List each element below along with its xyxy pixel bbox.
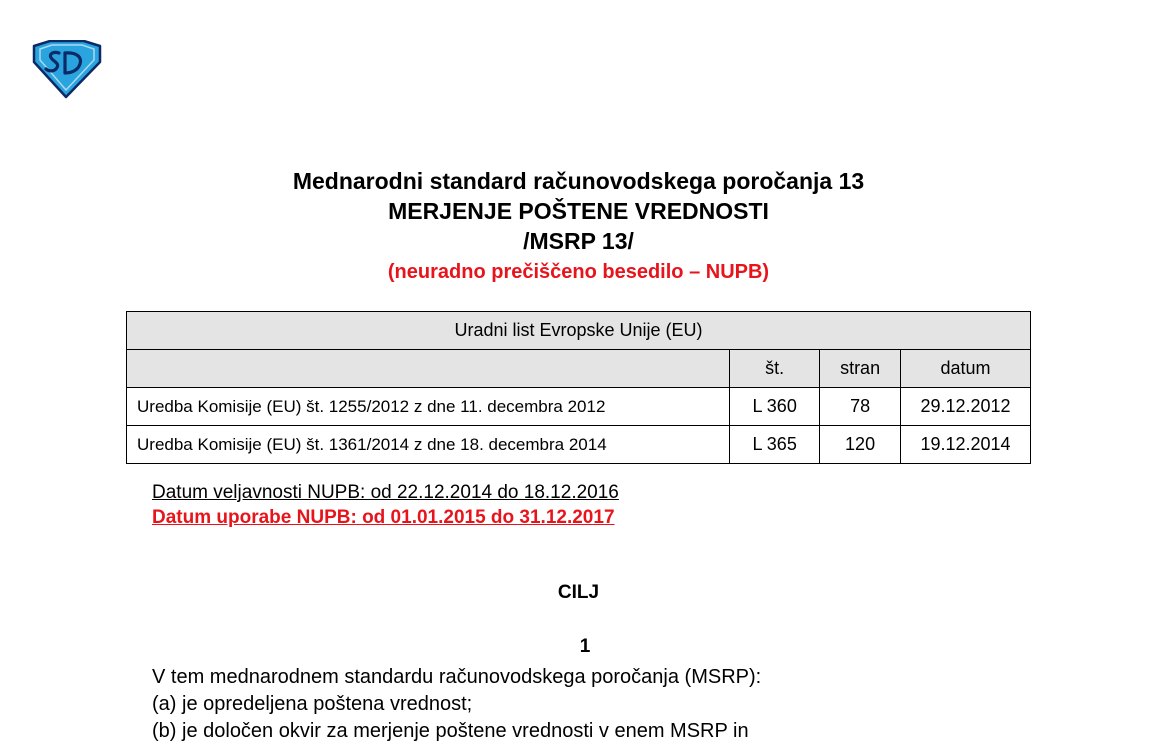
body-line: V tem mednarodnem standardu računovodskega poročanja (MSRP): bbox=[152, 666, 762, 688]
table-caption-row bbox=[127, 312, 1031, 350]
table-cell-datum: 19.12.2014 bbox=[901, 426, 1031, 464]
paragraph-number: 1 bbox=[579, 636, 591, 657]
table-cell-datum: 29.12.2012 bbox=[901, 388, 1031, 426]
title-subtitle: (neuradno prečiščeno besedilo – NUPB) bbox=[387, 261, 770, 283]
title-line-3: /MSRP 13/ bbox=[523, 228, 634, 254]
table-row bbox=[127, 426, 1031, 464]
table-caption: Uradni list Evropske Unije (EU) bbox=[127, 312, 1031, 350]
table-header-datum: datum bbox=[901, 350, 1031, 388]
table-cell-regulation: Uredba Komisije (EU) št. 1255/2012 z dne 11. decembra 2012 bbox=[127, 388, 730, 426]
title-line-1: Mednarodni standard računovodskega poročanja 13 bbox=[292, 168, 865, 194]
validity-date: Datum veljavnosti NUPB: od 22.12.2014 do 18.12.2016 bbox=[152, 482, 619, 503]
nupb-dates bbox=[152, 480, 619, 530]
table-header-stran: stran bbox=[820, 350, 901, 388]
table-cell-stran: 78 bbox=[820, 388, 901, 426]
table-cell-st: L 360 bbox=[730, 388, 820, 426]
sd-diamond-logo-icon bbox=[30, 40, 104, 100]
section-heading: CILJ bbox=[557, 582, 600, 603]
body-line: (a) je opredeljena poštena vrednost; bbox=[152, 693, 473, 715]
table-cell-stran: 120 bbox=[820, 426, 901, 464]
logo bbox=[30, 40, 104, 100]
table-row bbox=[127, 388, 1031, 426]
official-journal-table bbox=[126, 311, 1031, 464]
table-header-row bbox=[127, 350, 1031, 388]
table-cell-regulation: Uredba Komisije (EU) št. 1361/2014 z dne 18. decembra 2014 bbox=[127, 426, 730, 464]
usage-date: Datum uporabe NUPB: od 01.01.2015 do 31.12.2017 bbox=[152, 507, 615, 528]
document-title-block bbox=[0, 166, 1157, 288]
table-cell-st: L 365 bbox=[730, 426, 820, 464]
table-header-empty bbox=[127, 350, 730, 388]
table-header-st: št. bbox=[730, 350, 820, 388]
body-text bbox=[152, 664, 761, 745]
title-line-2: MERJENJE POŠTENE VREDNOSTI bbox=[388, 198, 769, 224]
body-line: (b) je določen okvir za merjenje poštene vrednosti v enem MSRP in bbox=[152, 720, 749, 742]
